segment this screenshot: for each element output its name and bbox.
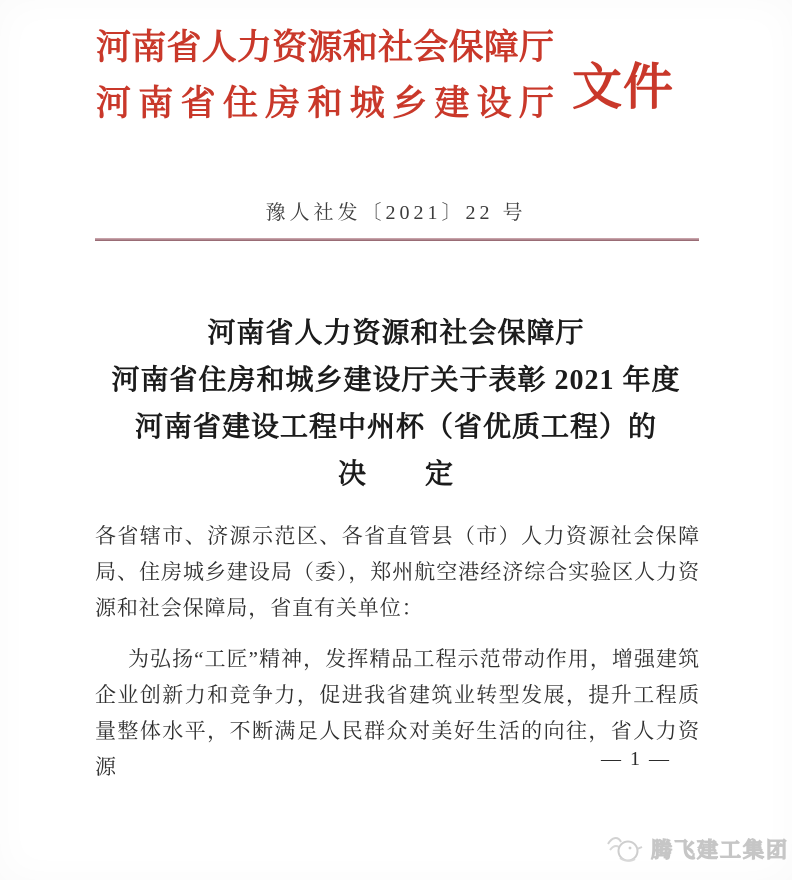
red-separator-rule [95, 238, 699, 241]
doc-title-line-4: 决 定 [337, 459, 454, 490]
agency-names [96, 20, 554, 132]
body-paragraph: 为弘扬“工匠”精神，发挥精品工程示范带动作用，增强建筑企业创新力和竞争力，促进我省建筑业转型发展，提升工程质量整体水平，不断满足人民群众对美好生活的向往，省人力资源 [95, 647, 700, 779]
brand-watermark [606, 834, 789, 864]
doc-title [46, 310, 746, 498]
agency-name-line-2: 河南省住房和城乡建设厅 [96, 84, 554, 123]
letterhead [96, 20, 696, 132]
doc-number: 豫人社发〔2021〕22 号 [265, 202, 527, 224]
bird-logo-icon [606, 834, 644, 864]
doc-title-line-3: 河南省建设工程中州杯（省优质工程）的 [134, 412, 657, 443]
body-text [95, 518, 700, 785]
doc-title-line-2: 河南省住房和城乡建设厅关于表彰 2021 年度 [111, 365, 681, 396]
brand-name: 腾飞建工集团 [651, 839, 789, 862]
agency-name-line-1: 河南省人力资源和社会保障厅 [96, 28, 554, 67]
addressee-paragraph: 各省辖市、济源示范区、各省直管县（市）人力资源社会保障局、住房城乡建设局（委），郑州航空港经济综合实验区人力资源和社会保障局，省直有关单位： [95, 524, 700, 620]
page-number: — 1 — [601, 748, 671, 770]
doc-type-label: 文件 [572, 59, 674, 115]
doc-title-line-1: 河南省人力资源和社会保障厅 [207, 318, 585, 349]
